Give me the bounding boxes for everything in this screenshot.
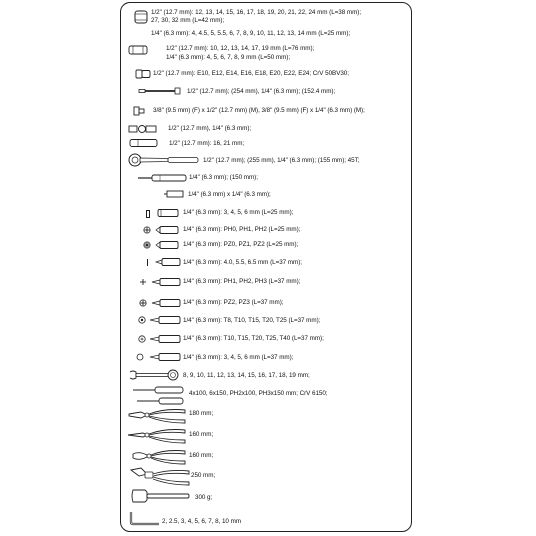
spec-line: 1/2" (12.7 mm): 12, 13, 14, 15, 16, 17, 18, 19, 20, 21, 22, 24 mm (L=38 mm);: [151, 9, 362, 16]
spec-line: 300 g;: [195, 494, 213, 501]
bit-holder-icon: [155, 257, 181, 267]
spec-line: 1/4" (6.3 mm): PH1, PH2, PH3 (L=37 mm);: [183, 278, 301, 285]
spec-line: 1/4" (6.3 mm): 4, 4.5, 5, 5.5, 6, 7, 8, 9, 10, 11, 12, 13, 14 mm (L=25 mm);: [151, 30, 351, 37]
spec-line: 1/4" (6.3 mm): PZ0, PZ1, PZ2 (L=25 mm);: [183, 241, 299, 248]
phillips-bit-icon: [139, 278, 147, 286]
spec-line: 1/2" (12.7 mm): 10, 12, 13, 14, 17, 19 mm (L=76 mm);: [166, 45, 315, 52]
bit-holder-icon: [149, 334, 181, 344]
spec-line: 1/4" (6.3 mm): 4.0, 5.5, 6.5 mm (L=37 mm);: [183, 259, 302, 266]
spec-line: 1/4" (6.3 mm): T10, T15, T20, T25, T40 (L=37 mm);: [183, 335, 324, 342]
spec-line: 1/4" (6.3 mm): 3, 4, 5, 6 mm (L=37 mm);: [183, 354, 294, 361]
spec-line: 180 mm;: [189, 410, 214, 417]
spec-line: 1/4" (6.3 mm): 3, 4, 5, 6 mm (L=25 mm);: [183, 209, 294, 216]
spec-line: 160 mm;: [189, 452, 214, 459]
spec-line: 1/4" (6.3 mm): PZ2, PZ3 (L=37 mm);: [183, 299, 284, 306]
bit-holder-icon: [149, 315, 181, 325]
long-nose-pliers-icon: [127, 426, 187, 444]
spec-line: 1/4" (6.3 mm) x 1/4" (6.3 mm);: [188, 191, 271, 198]
spec-line: 250 mm;: [191, 472, 216, 479]
adapter-icon: [133, 106, 145, 116]
ratchet-icon: [128, 153, 200, 167]
bit-holder-icon: [155, 225, 179, 235]
spec-line: 1/2" (12.7 mm): 16, 21 mm;: [169, 140, 245, 147]
spec-line: 1/2" (12.7 mm); (255 mm), 1/4" (6.3 mm); (155 mm); 45T;: [203, 157, 360, 164]
pozidriv-bit-icon: [139, 299, 147, 307]
spec-line: 160 mm;: [189, 431, 214, 438]
pozidriv-bit-icon: [143, 241, 151, 249]
spec-line: 1/4" (6.3 mm): PH0, PH1, PH2 (L=25 mm);: [183, 226, 301, 233]
spec-line: 1/2" (12.7 mm): E10, E12, E14, E16, E18, E20, E22, E24; CrV 50BV30;: [153, 70, 349, 77]
hammer-icon: [131, 487, 191, 507]
screwdriver-handle-icon: [138, 173, 188, 183]
torx-socket-icon: [135, 69, 151, 79]
phillips-bit-icon: [143, 226, 151, 234]
torx-bit-icon: [138, 316, 146, 324]
combination-pliers-icon: [127, 406, 187, 424]
spec-line: 1/2" (12.7 mm); (254 mm), 1/4" (6.3 mm); (152.4 mm);: [187, 88, 336, 95]
hex-key-icon: [129, 511, 161, 525]
hex-bit-icon: [136, 353, 144, 361]
bit-holder-icon: [149, 352, 181, 362]
spec-panel: [120, 2, 412, 532]
deep-socket-icon: [128, 45, 148, 55]
spec-line: 1/2" (12.7 mm), 1/4" (6.3 mm);: [168, 125, 252, 132]
bit-adapter-icon: [164, 190, 184, 198]
combination-wrench-icon: [129, 369, 179, 381]
water-pump-pliers-icon: [129, 466, 191, 486]
diagonal-cutters-icon: [131, 447, 187, 465]
spec-line: 4x100, 6x150, PH2x100, PH3x150 mm; CrV 6150;: [189, 390, 328, 397]
spec-line: 1/4" (6.3 mm): T8, T10, T15, T20, T25 (L=37 mm);: [183, 317, 321, 324]
spec-line: 8, 9, 10, 11, 12, 13, 14, 15, 16, 17, 18, 19 mm;: [183, 372, 310, 379]
bit-holder-icon: [155, 240, 179, 250]
slotted-bit-icon: [147, 259, 148, 266]
socket-icon: [134, 10, 148, 24]
spark-plug-socket-icon: [129, 138, 159, 148]
spec-line: 1/4" (6.3 mm); (150 mm);: [189, 174, 258, 181]
tamper-torx-bit-icon: [138, 335, 146, 343]
hex-bit-icon: [146, 210, 150, 218]
spec-line: 1/4" (6.3 mm): 4, 5, 6, 7, 8, 9 mm (L=50 mm);: [166, 54, 291, 61]
spec-line: 3/8" (9.5 mm) (F) x 1/2" (12.7 mm) (M), 3/8" (9.5 mm) (F) x 1/4" (6.3 mm) (M);: [153, 107, 365, 114]
bit-holder-icon: [151, 277, 181, 287]
spec-line: 27, 30, 32 mm (L=42 mm);: [151, 17, 225, 24]
extension-bar-icon: [139, 87, 181, 95]
spec-line: 2, 2.5, 3, 4, 5, 6, 7, 8, 10 mm: [162, 518, 241, 525]
universal-joint-icon: [128, 124, 158, 134]
bit-holder-icon: [157, 208, 179, 218]
bit-holder-icon: [151, 298, 181, 308]
